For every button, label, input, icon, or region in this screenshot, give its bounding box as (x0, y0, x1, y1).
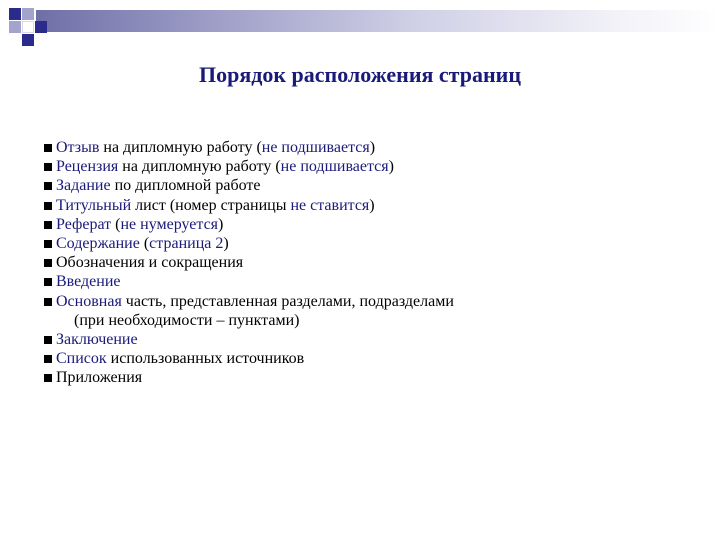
list-item-text: ) (369, 196, 375, 214)
bullet-icon (44, 355, 52, 363)
header-gradient-bar (36, 10, 720, 32)
list-item (44, 215, 684, 234)
slide-title: Порядок расположения страниц (198, 62, 522, 87)
decor-square (9, 21, 21, 33)
bullet-icon (44, 240, 52, 248)
list-item-text: ( (139, 235, 150, 253)
list-item-text: ) (218, 215, 224, 233)
list-item-text: ) (369, 139, 376, 156)
bullet-icon (44, 259, 52, 267)
list-item-text: лист (номер страницы (131, 196, 291, 214)
bullet-icon (44, 144, 52, 152)
list-item-text: ( (111, 215, 121, 233)
list-item-text: Рецензия (56, 158, 119, 176)
page-order-list (44, 138, 684, 388)
list-item-text: Реферат (56, 215, 112, 233)
decor-square (22, 8, 34, 20)
list-item-text: Содержание (56, 235, 140, 253)
list-item (44, 330, 684, 349)
list-item (44, 272, 684, 291)
bullet-icon (44, 336, 52, 344)
bullet-icon (44, 182, 52, 190)
list-item-text: Титульный (56, 196, 132, 214)
list-item-text: Заключение (56, 331, 138, 349)
list-item-text: страница 2 (149, 235, 224, 253)
list-item-text: Основная (56, 292, 122, 310)
bullet-icon (44, 163, 52, 171)
list-item (44, 253, 684, 272)
list-item-text: по дипломной работе (110, 177, 261, 195)
list-item-text: Обозначения и сокращения (56, 254, 244, 272)
list-item-text: использованных источников (106, 350, 305, 368)
bullet-icon (44, 374, 52, 382)
decor-square (35, 21, 47, 33)
list-item-text: не ставится (290, 196, 370, 214)
list-item-text: Отзыв (56, 139, 100, 156)
bullet-icon (44, 202, 52, 210)
list-item-continuation: (при необходимости – пунктами) (74, 311, 300, 329)
list-item-text: Приложения (56, 369, 143, 387)
list-item-text: не подшивается (261, 139, 370, 156)
list-item-text: на дипломную работу ( (99, 139, 262, 156)
list-item-text: не нумеруется (120, 215, 219, 233)
list-item-text: Список (56, 350, 107, 368)
list-item-text: Введение (56, 273, 121, 291)
list-item (44, 138, 684, 157)
list-item-text: Задание (56, 177, 111, 195)
list-item-text: не подшивается (280, 158, 389, 176)
bullet-icon (44, 278, 52, 286)
decor-square (9, 8, 21, 20)
decor-square (22, 34, 34, 46)
list-item-text: на дипломную работу ( (118, 158, 281, 176)
bullet-icon (44, 221, 52, 229)
decor-square (22, 21, 34, 33)
list-item (44, 292, 684, 330)
list-item-text: ) (223, 235, 229, 253)
bullet-icon (44, 298, 52, 306)
list-item (44, 176, 684, 195)
list-item (44, 196, 684, 215)
list-item-text: ) (388, 158, 394, 176)
list-item (44, 349, 684, 368)
list-item (44, 157, 684, 176)
list-item (44, 368, 684, 387)
list-item-text: часть, представленная разделами, подразделами (121, 292, 454, 310)
list-item (44, 234, 684, 253)
